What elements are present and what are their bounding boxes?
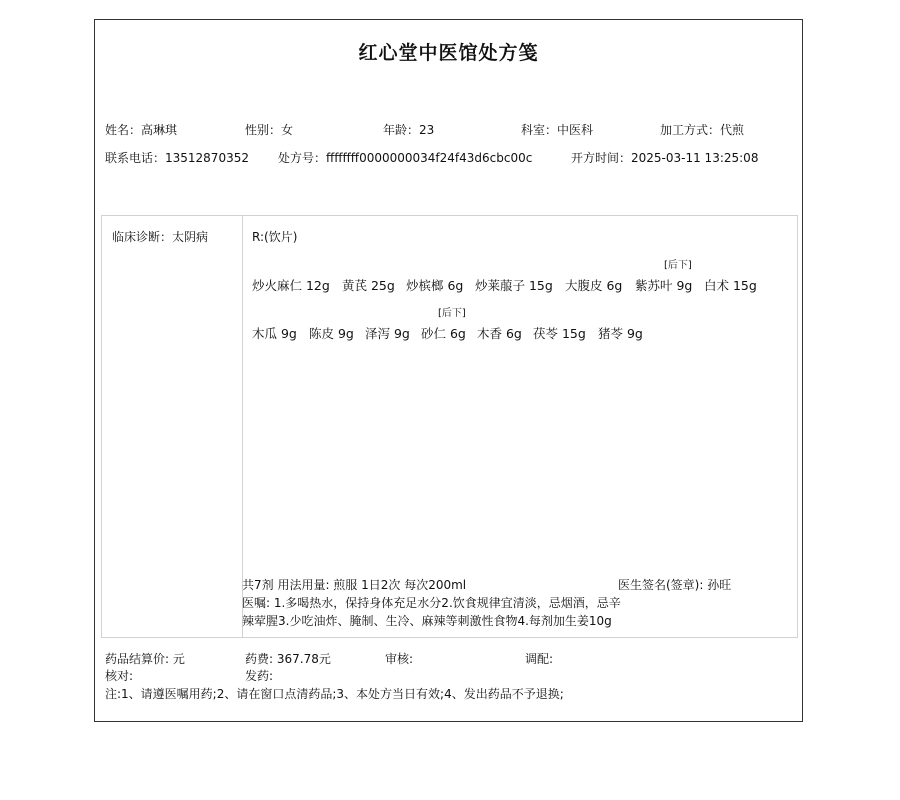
dispense-field: 调配: — [525, 652, 554, 666]
herb-item: 木香 6g — [477, 326, 522, 341]
herb-item: 大腹皮 6g — [565, 278, 623, 293]
patient-gender: 性别：女 — [245, 123, 294, 137]
check-field: 核对: — [105, 669, 134, 683]
herb-note: [后下] — [438, 308, 466, 319]
settlement-price: 药品结算价: 元 — [105, 652, 185, 666]
herb-item: 泽泻 9g — [365, 326, 410, 341]
dosage-instructions: 共7剂 用法用量: 煎服 1日2次 每次200ml — [242, 578, 467, 592]
rx-label: R:(饮片) — [252, 230, 298, 244]
herb-item: 茯苓 15g — [533, 326, 586, 341]
prescription-sheet — [94, 19, 803, 722]
herb-item: 白术 15g — [704, 278, 757, 293]
herb-item: 陈皮 9g — [309, 326, 354, 341]
prescription-time: 开方时间：2025-03-11 13:25:08 — [571, 151, 759, 165]
document-title: 红心堂中医馆处方笺 — [358, 42, 539, 64]
doctor-signature: 医生签名(签章): 孙旺 — [618, 578, 732, 592]
herb-item: 炒莱菔子 15g — [475, 278, 553, 293]
herb-item: 紫苏叶 9g — [635, 278, 693, 293]
prescription-number: 处方号：ffffffff0000000034f24f43d6cbc00c — [278, 151, 533, 165]
herb-item: 炒火麻仁 12g — [252, 278, 330, 293]
prescription-body — [101, 215, 798, 638]
herb-item: 黄芪 25g — [342, 278, 395, 293]
issue-field: 发药: — [245, 669, 274, 683]
clinical-diagnosis: 临床诊断：太阴病 — [112, 230, 209, 244]
patient-department: 科室：中医科 — [521, 123, 594, 137]
herb-note: [后下] — [664, 260, 692, 271]
patient-name: 姓名：高琳琪 — [105, 123, 178, 137]
processing-method: 加工方式：代煎 — [660, 123, 745, 137]
drug-fee: 药费: 367.78元 — [245, 652, 331, 666]
column-divider — [242, 216, 243, 637]
patient-phone: 联系电话：13512870352 — [105, 151, 249, 165]
footer-note: 注:1、请遵医嘱用药;2、请在窗口点清药品;3、本处方当日有效;4、发出药品不予退换; — [105, 687, 564, 701]
review-field: 审核: — [385, 652, 414, 666]
herb-item: 木瓜 9g — [252, 326, 297, 341]
herb-item: 砂仁 6g — [421, 326, 466, 341]
herb-item: 炒槟榔 6g — [406, 278, 464, 293]
herb-item: 猪苓 9g — [598, 326, 643, 341]
patient-age: 年龄：23 — [383, 123, 435, 137]
medical-advice: 医嘱: 1.多喝热水，保持身体充足水分2.饮食规律宜清淡，忌烟酒，忌辛辣荤腥3.少吃油炸、腌制、生冷、麻辣等刺激性食物4.每剂加生姜10g — [242, 596, 621, 628]
